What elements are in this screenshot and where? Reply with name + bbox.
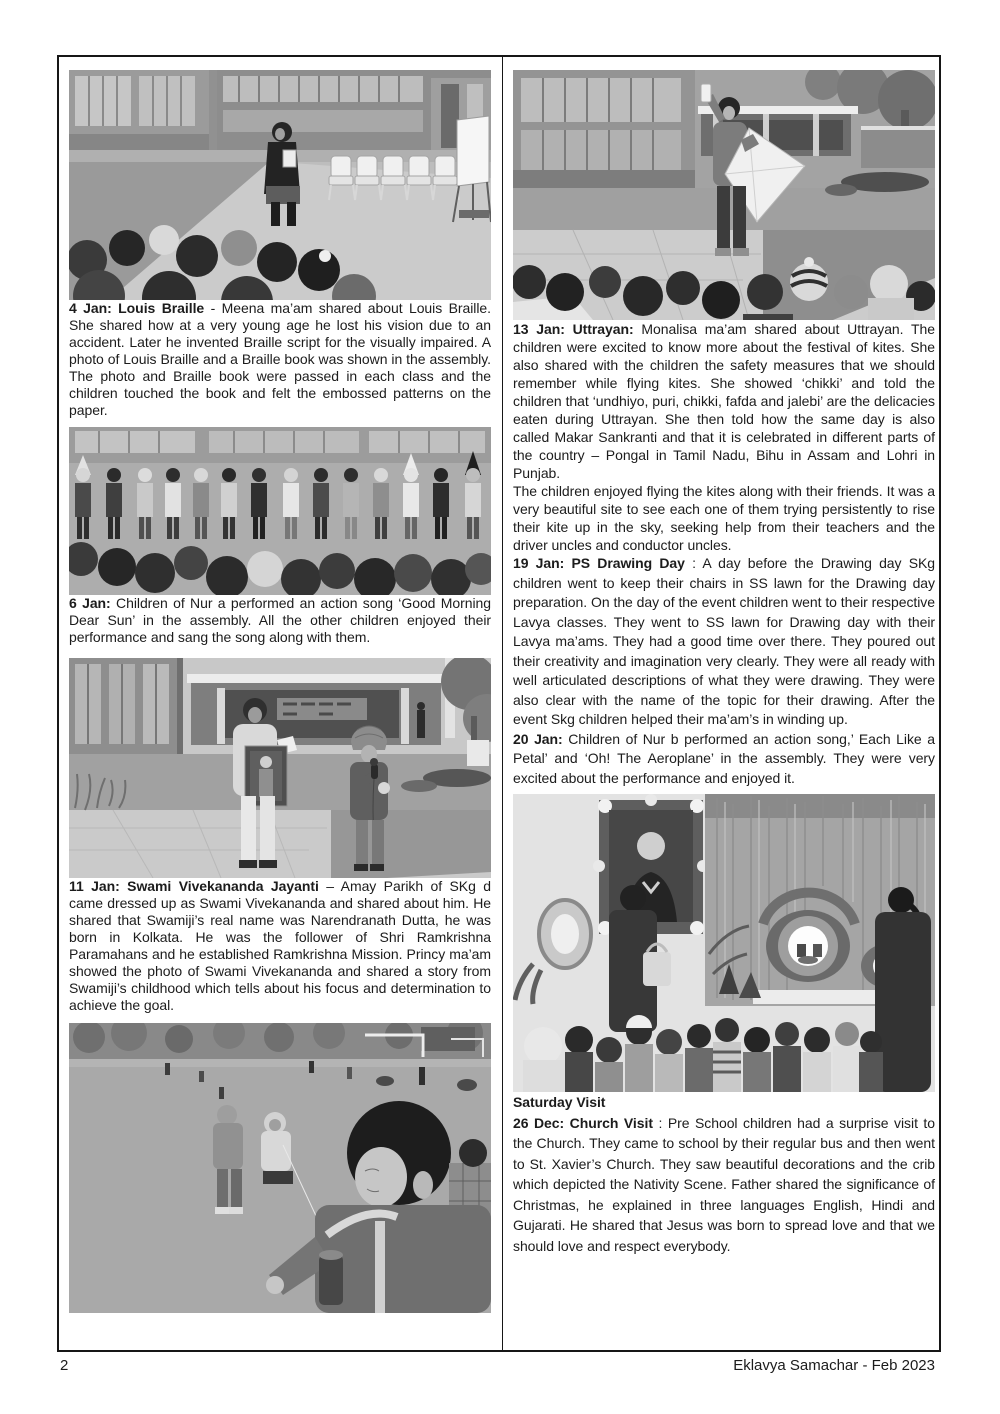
vivekananda-illustration [69,658,491,878]
photo-vivekananda-jayanti [69,658,491,878]
article-26-dec-body: : Pre School children had a surprise visit to the Church. They came to school by their regular bus and then went to St. Xavier’s Church. They saw beautiful decorations and the crib which depicted the Nativity Scene. Father shared the significance of Christmas, he explained in three languages English, Hindi and Gujarati. He shared that Jesus was born to spread love and that we should love and respect everybody. [513,1114,935,1254]
photo-uttrayan-talk [513,70,935,320]
article-20-jan-body: Children of Nur b performed an action song,’ Each Like a Petal’ and ‘Oh! The Aeroplane’ in the assembly. They were very excited about the performance and enjoyed it. [513,730,935,786]
article-13-jan-body: Monalisa ma’am shared about Uttrayan. The children were excited to know more about the festival of kites. She also shared with the children the safety measures that we should remember while flying kites. She showed ‘chikki’ and told the children that ‘undhiyo, puri, chikki, fafda and jalebi’ are the delicacies eaten during Uttrayan. She then told how the same day is also called Makar Sankranti and that it is celebrated in different parts of the country – Pongal in Tamil Nadu, Bihu in Assam and Lohri in Punjab. [513,321,935,481]
photo-church-visit [513,794,935,1092]
photo-braille-assembly [69,70,491,300]
braille-assembly-illustration [69,70,491,300]
article-13-jan [513,320,935,554]
page-footer [60,1357,935,1374]
right-column [513,57,935,1256]
kite-field-illustration [69,1023,491,1313]
article-4-jan-body: - Meena ma’am shared about Louis Braille. She shared how at a very young age he lost his vision due to an accident. Later he invented Braille script for the visually impaired. A photo of Louis Braille and a Braille book was shown in the assembly. The photo and Braille book were passed in each class and the children touched the book and felt the embossed patterns on the paper. [69,300,492,418]
article-20-jan [513,730,935,789]
church-crib-illustration [513,794,935,1092]
article-6-jan-body: Children of Nur a performed an action song ‘Good Morning Dear Sun’ in the assembly. All the other children enjoyed their performance and sang the song along with them. [69,595,491,645]
article-13-jan-heading: 13 Jan: Uttrayan: [513,321,634,337]
action-song-illustration [69,427,491,595]
uttrayan-illustration [513,70,935,320]
column-divider [502,57,503,1350]
article-4-jan-heading: 4 Jan: Louis Braille [69,300,205,316]
article-26-dec [513,1113,935,1257]
page-number: 2 [60,1357,69,1374]
photo-kite-field [69,1023,491,1313]
article-6-jan [69,595,491,646]
issue-label: Eklavya Samachar - Feb 2023 [733,1357,935,1374]
saturday-visit-label: Saturday Visit [513,1094,606,1110]
article-13-jan-body2: The children enjoyed flying the kites along with their friends. It was a very beautiful site to see each one of them trying persistently to rise their kite up in the sky, seeking help from their teachers and the driver uncles and conductor uncles. [513,483,935,553]
article-11-jan-body: – Amay Parikh of SKg d came dressed up as Swami Vivekananda and shared about him. He shared that Swamiji’s real name was Narendranath Dutta, he was born in Kolkata. He was the follower of Shri Ramkrishna Paramahans and he established Ramkrishna Mission. Princy ma’am showed the photo of Swami Vivekananda and shared a story from Swamiji’s childhood which tells about his focus and determination to achieve the goal. [69,878,491,1013]
page-frame [57,55,941,1352]
article-19-jan-heading: 19 Jan: PS Drawing Day [513,555,685,571]
article-6-jan-heading: 6 Jan: [69,595,111,611]
photo-action-song [69,427,491,595]
saturday-visit-heading [513,1092,935,1113]
article-26-dec-heading: 26 Dec: Church Visit [513,1114,653,1131]
article-11-jan-heading: 11 Jan: Swami Vivekananda Jayanti [69,878,319,894]
article-20-jan-heading: 20 Jan: [513,730,563,747]
article-19-jan-body: : A day before the Drawing day SKg children went to keep their chairs in SS lawn for the Drawing day preparation. On the day of the event children went to their respective Lavya classes. They went to SS lawn for Drawing day with their Lavya ma’ams. They had a good time over there. They poured out their creativity and imagination very clearly. They were all ready with well articulated descriptions of what they were drawing. They were also clear with the name of the topic for their drawing. After the event Skg children helped their ma’am’s in winding up. [513,555,936,727]
article-11-jan [69,878,491,1014]
left-column [69,57,491,1313]
article-4-jan [69,300,491,419]
article-19-jan [513,554,935,730]
